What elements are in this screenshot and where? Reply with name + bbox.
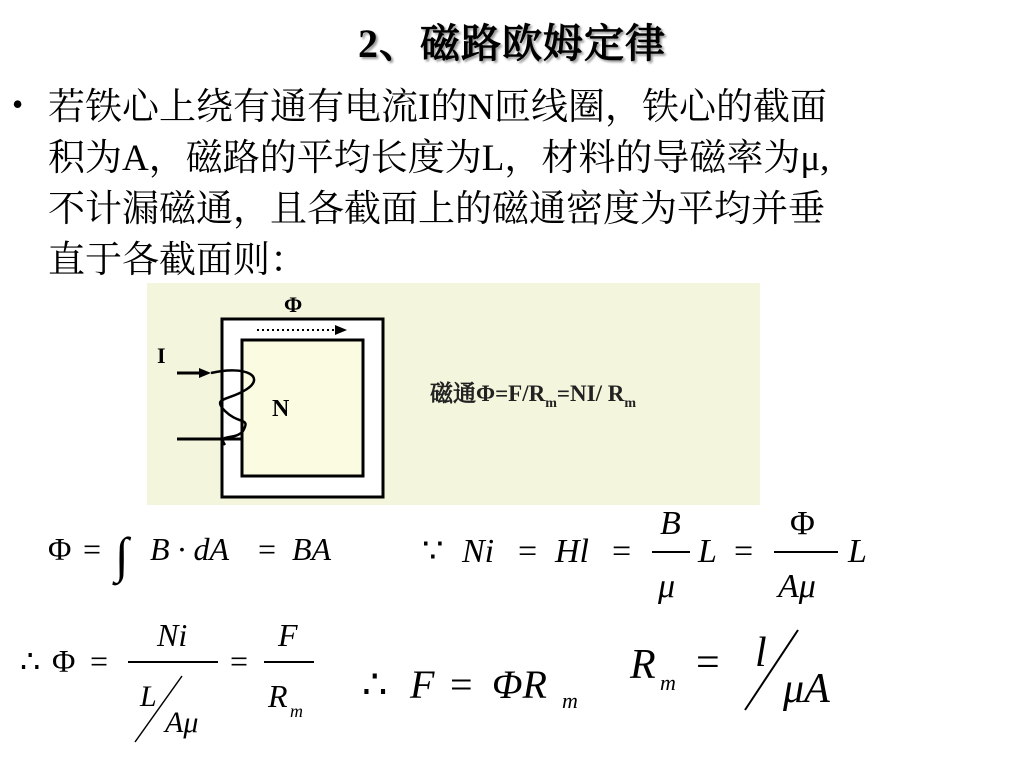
eq2-equals-1: = (518, 533, 538, 570)
eq5-equals: = (696, 640, 720, 686)
equation-therefore-flux (20, 617, 314, 742)
eq4-rhs-sub: m (562, 688, 578, 713)
eq2-equals-2: = (612, 533, 632, 570)
equation-because (422, 505, 867, 605)
eq1-integrand: B · dA (150, 531, 230, 567)
eq4-lhs: F (410, 662, 435, 707)
eq4-therefore-symbol: ∴ (362, 662, 388, 707)
eq4-rhs: ΦR (492, 662, 547, 707)
flux-formula-prefix: 磁通 (430, 381, 476, 406)
eq2-l1: L (698, 533, 717, 570)
eq2-because-symbol: ∵ (422, 533, 444, 570)
flux-label: Φ (284, 292, 303, 317)
equation-flux-integral (48, 527, 332, 586)
eq3-den-bottom: Aμ (165, 706, 199, 739)
current-label: I (157, 343, 166, 368)
bullet-marker: • (12, 86, 24, 122)
eq1-equals-1: = (83, 531, 102, 567)
eq3-lhs: Φ (52, 643, 76, 679)
turns-label: N (272, 396, 290, 422)
flux-formula-mid: =NI/ R (556, 381, 625, 406)
eq5-lhs: R (630, 642, 656, 688)
eq1-equals-2: = (258, 531, 277, 567)
flux-formula-sub-1: m (545, 396, 557, 411)
eq2-hl: Hl (555, 533, 589, 570)
eq2-frac2-den: Aμ (778, 568, 816, 605)
eq2-equals-3: = (734, 533, 754, 570)
eq5-num: l (755, 630, 767, 676)
eq3-frac2-num: F (278, 617, 298, 653)
paragraph-line-3: 不计漏磁通，且各截面上的磁通密度为平均并垂 (48, 189, 825, 230)
eq3-den-top: L (140, 680, 157, 713)
eq3-therefore-symbol: ∴ (20, 643, 41, 679)
eq5-lhs-sub: m (660, 670, 676, 695)
flux-formula-flux: Φ=F/R (476, 381, 546, 406)
paragraph-line-2: 积为A，磁路的平均长度为L，材料的导磁率为μ, (48, 138, 830, 179)
paragraph-line-4: 直于各截面则： (48, 240, 307, 281)
eq1-rhs: BA (292, 531, 332, 567)
eq3-frac-num: Ni (157, 617, 188, 653)
equation-reluctance (629, 630, 830, 712)
eq2-l2: L (848, 533, 867, 570)
eq3-equals-1: = (90, 643, 109, 679)
flux-formula-sub-2: m (624, 396, 636, 411)
eq3-frac2-den-sub: m (290, 701, 303, 721)
eq1-lhs: Φ (48, 531, 72, 567)
eq2-frac1-den: μ (658, 568, 676, 605)
paragraph-line-1: 若铁心上绕有通有电流I的N匝线圈，铁心的截面 (48, 87, 828, 128)
slide-title: 2、磁路欧姆定律 (358, 21, 666, 66)
eq3-equals-2: = (230, 643, 249, 679)
eq2-lhs: Ni (462, 533, 495, 570)
eq2-frac2-num: Φ (790, 505, 815, 542)
eq2-frac1-num: B (660, 505, 681, 542)
eq5-den: μA (783, 666, 830, 712)
eq1-integral-sign: ∫ (115, 527, 129, 583)
eq3-frac2-den: R (268, 678, 288, 714)
equation-therefore-mmf (362, 662, 578, 713)
eq4-equals: = (450, 662, 473, 707)
